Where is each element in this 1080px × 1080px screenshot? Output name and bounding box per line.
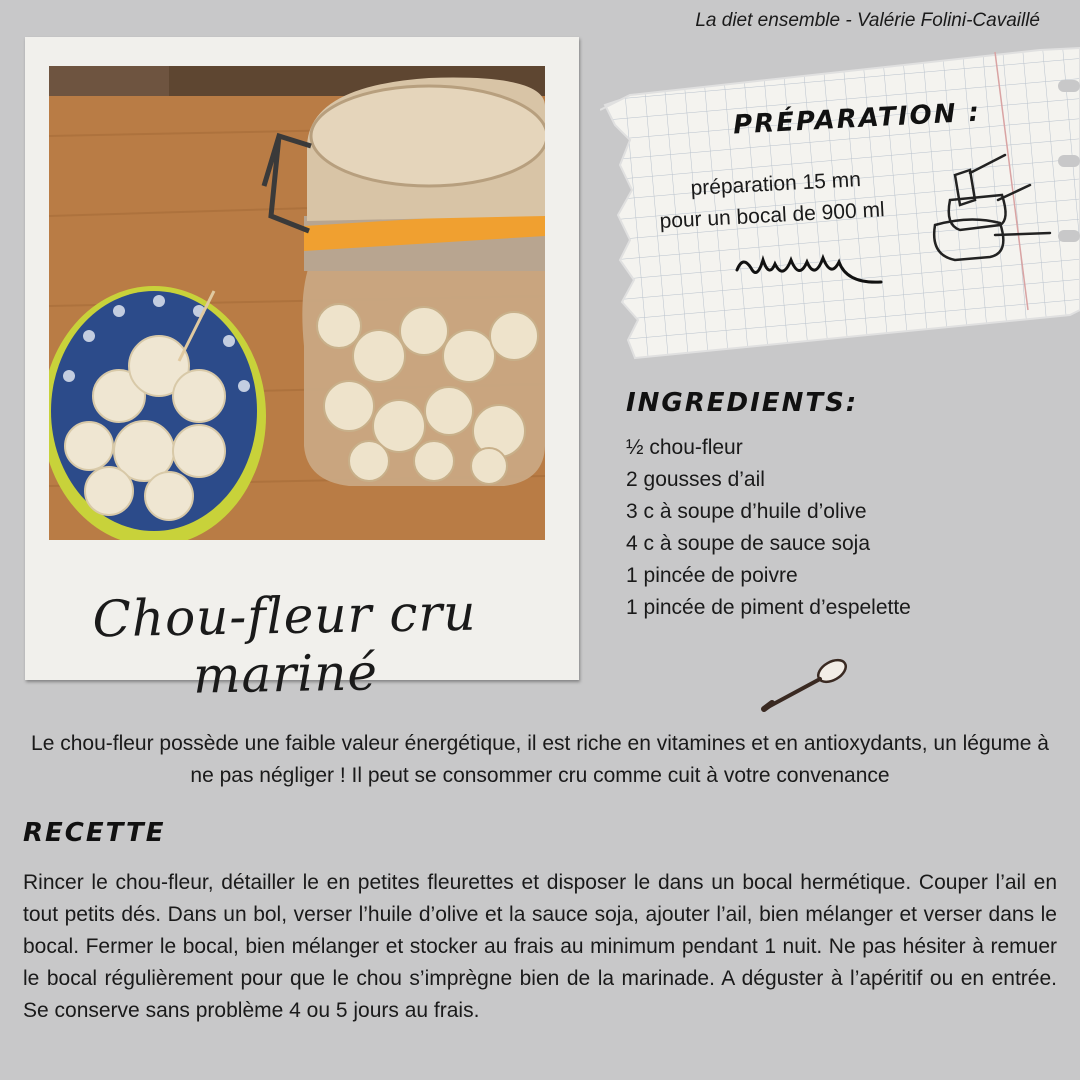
ingredient-item: 1 pincée de poivre	[626, 564, 798, 587]
recipe-title: Chou-fleur cru mariné	[92, 583, 477, 705]
scribble-decoration	[735, 250, 885, 290]
ingredient-item: 1 pincée de piment d’espelette	[626, 596, 911, 619]
recipe-heading: RECETTE	[23, 818, 166, 848]
preparation-time: préparation 15 mn	[690, 168, 862, 200]
ingredient-item: 2 gousses d’ail	[626, 468, 765, 491]
ingredient-item: ½ chou-fleur	[626, 436, 743, 459]
author-credit: La diet ensemble - Valérie Folini-Cavaillé	[695, 10, 1040, 31]
polaroid-frame	[25, 37, 579, 705]
ingredients-heading: INGREDIENTS:	[626, 388, 859, 418]
ingredients-list	[626, 432, 911, 624]
preparation-heading: PRÉPARATION :	[732, 97, 982, 141]
intro-text: Le chou-fleur possède une faible valeur énergétique, il est riche en vitamines et en antioxydants, un légume à ne pas négliger ! Il peut se consommer cru comme cuit à votre convenance	[31, 732, 1049, 787]
ingredient-item: 3 c à soupe d’huile d’olive	[626, 500, 867, 523]
recipe-text: Rincer le chou-fleur, détailler le en petites fleurettes et disposer le dans un bocal hermétique. Couper l’ail en tout petits dés. Dans un bol, verser l’huile d’olive et la sauce soja, ajouter l’ail, bien mélanger et verser dans le bocal. Fermer le bocal, bien mélanger et stocker au frais au minimum pendant 1 nuit. Ne pas hésiter à remuer le bocal régulièrement pour que le chou s’imprègne bien de la marinade. A déguster à l’apéritif ou en entrée. Se conserve sans problème 4 ou 5 jours au frais.	[23, 871, 1057, 1022]
ingredient-item: 4 c à soupe de sauce soja	[626, 532, 871, 555]
spoon-icon	[760, 655, 855, 715]
preparation-yield: pour un bocal de 900 ml	[659, 198, 886, 233]
recipe-photo	[49, 66, 545, 540]
pots-icon	[930, 145, 1060, 270]
